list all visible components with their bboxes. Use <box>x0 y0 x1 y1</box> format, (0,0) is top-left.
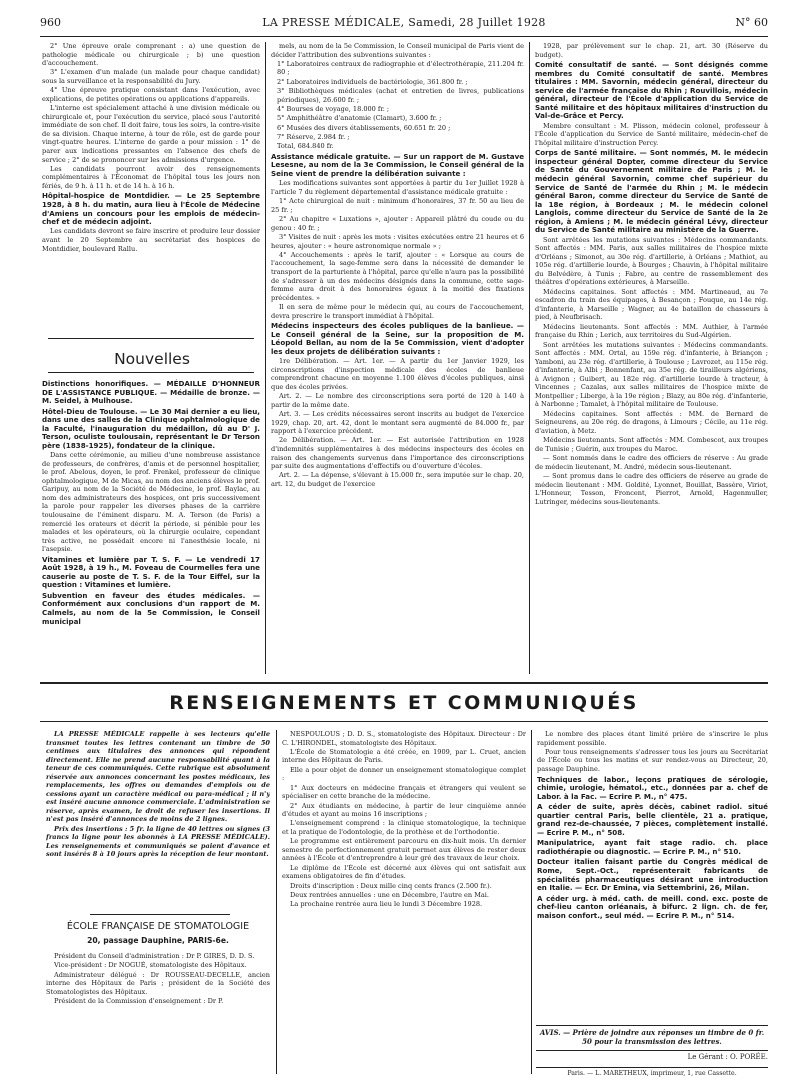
issue-number: N° 60 <box>735 16 768 29</box>
paragraph: Président du Conseil d'administration : Dr P. GIRES, D. D. S. <box>54 952 255 960</box>
column-divider-1 <box>265 42 266 674</box>
paragraph: 5° Amphithéâtre d'anatomie (Clamart), 3.600 fr. ; <box>277 114 442 123</box>
paragraph: Médecins inspecteurs des écoles publiques de la banlieue. — Le Conseil général de la Seine, sur la proposition de M. Léopold Bellan, au nom de la 5e Commission, vient d'adopter les deux projets de délibération suivants : <box>271 321 524 356</box>
running-title: LA PRESSE MÉDICALE, Samedi, 28 Juillet 1928 <box>262 16 546 29</box>
paragraph: Techniques de labor., leçons pratiques de sérologie, chimie, urologie, hématol., etc., données par a. chef de Labor. à la Fac. — Ecrire P. M., n° 475. <box>537 774 768 801</box>
bottom-column-3 <box>537 730 768 1020</box>
paragraph: L'École de Stomatologie a été créée, en 1909, par L. Cruet, ancien interne des Hôpitaux de Paris. <box>282 747 526 765</box>
paragraph: Art. 2. — Le nombre des circonscriptions sera porté de 120 à 140 à partir de la même date. <box>271 392 524 409</box>
paragraph: 2° Une épreuve orale comprenant : a) une question de pathologie médicale ou chirurgicale ; b) une question d'accouchement. <box>42 42 260 68</box>
avis-notice: AVIS. — Prière de joindre aux réponses un timbre de 0 fr. 50 pour la transmission des lettres. <box>536 1025 768 1051</box>
renseignements-heading: RENSEIGNEMENTS ET COMMUNIQUÉS <box>169 692 639 714</box>
paragraph: 1° Aux docteurs en médecine français et étrangers qui veulent se spécialiser en cette branche de la médecine. <box>282 783 526 801</box>
paragraph: 4° Une épreuve pratique consistant dans l'exécution, avec explications, de petites opérations ou applications d'appareils. <box>42 86 260 103</box>
paragraph: Prix des insertions : 5 fr. la ligne de 40 lettres ou signes (3 francs la ligne pour les abonnés à LA PRESSE MÉDICALE). Les renseignements et communiqués se paient d'avance et sont insérés 8 à 10 jours après la réception de leur montant. <box>46 824 270 859</box>
top-column-1-news <box>42 378 260 674</box>
school-name: ÉCOLE FRANÇAISE DE STOMATOLOGIE <box>66 921 250 932</box>
paragraph: Droits d'inscription : Deux mille cinq cents francs (2.500 fr.). <box>290 881 492 890</box>
paragraph: Les modifications suivantes sont apportées à partir du 1er Juillet 1928 à l'article 7 du règlement départemental d'assistance médicale gratuite : <box>271 179 524 196</box>
paragraph: Docteur italien faisant partie du Congrès médical de Rome, Sept.-Oct., représenterait fabricants de spécialités pharmaceutiques désirant une introduction en Italie. — Ecr. Dr Emina, via Settembrini, 26, Milan. <box>537 857 768 893</box>
paragraph: Médecins lieutenants. Sont affectés : MM. Authier, à l'armée française du Rhin ; Lerich, aux territoires du Sud-Algérien. <box>535 322 768 340</box>
paragraph: 1re Délibération. — Art. 1er. — A partir du 1er Janvier 1929, les circonscriptions d'inspection médicale des écoles de banlieue comprendront chacune en moyenne 1.100 élèves d'écoles publiques, ainsi que des écoles privées. <box>271 357 524 391</box>
paragraph: Art. 3. — Les crédits nécessaires seront inscrits au budget de l'exercice 1929, chap. 20, art. 42, dont le montant sera augmenté de 84.000 fr., par rapport à l'exercice précédent. <box>271 409 524 436</box>
column-divider-2 <box>529 42 530 674</box>
top-column-1 <box>42 42 260 328</box>
paragraph: Hôpital-hospice de Montdidier. — Le 25 Septembre 1928, à 8 h. du matin, aura lieu à l'École de Médecine d'Amiens un concours pour les emplois de médecin-chef et de médecin adjoint. <box>42 191 260 227</box>
nouvelles-rule-bottom <box>48 372 254 373</box>
paragraph: Médecins capitaines. Sont affectés : MM. Martineaud, au 7e escadron du train des équipages, à Besançon ; Fouque, au 14e rég. d'infanterie, à Marseille ; Wagner, au 4e bataillon de chasseurs à pied, à Neufbrisach. <box>535 287 768 322</box>
paragraph: Administrateur délégué : Dr ROUSSEAU-DECELLE, ancien interne des Hôpitaux de Paris ; président de la Société des Stomatologistes des Hôpitaux. <box>46 970 270 996</box>
nouvelles-rule-top <box>48 338 254 339</box>
paragraph: 2° Aux étudiants en médecine, à partir de leur cinquième année d'études et ayant au moins 16 inscriptions ; <box>282 801 526 819</box>
top-column-3 <box>535 42 768 674</box>
paragraph: Le diplôme de l'École est décerné aux élèves qui ont satisfait aux examens obligatoires de fin d'études. <box>282 863 526 881</box>
paragraph: 3° Visites de nuit : après les mots : visites exécutées entre 21 heures et 6 heures, ajouter : « heure astronomique normale » ; <box>271 233 524 250</box>
paragraph: 4° Accouchements : après le tarif, ajouter : « Lorsque au cours de l'accouchement, la sage-femme sera dans la nécessité de demander le transport de la parturiente à l'hôpital, parce qu'elle n'aura pas la possibilité de s'adresser à un des médecins désignés dans la commune, cette sage-femme aura droit à des honoraires égaux à la moitié des fixations précédentes. » <box>271 250 524 302</box>
paragraph: 1° Acte chirurgical de nuit : minimum d'honoraires, 37 fr. 50 au lieu de 25 fr. ; <box>271 197 524 214</box>
paragraph: — Sont promus dans le cadre des officiers de réserve au grade de médecin lieutenant : MM. Goldité, Lyonnet, Bouillat, Bassère, Viriot, L'Honneur, Tesson, Froncent, Pierrot, Arnold, Hagenmuller, Lutringer, médecins sous-lieutenants. <box>535 471 768 506</box>
section-rule-top <box>40 682 768 684</box>
paragraph: 7° Réserve, 2.984 fr. ; <box>277 133 350 142</box>
paragraph: A céder urg. à méd. cath. de meill. cond. exc. poste de chef-lieu canton orléanais, à bifurc. 2 lign. ch. de fer, maison confort., seul méd. — Ecrire P. M., n° 514. <box>537 893 768 920</box>
paragraph: 2° Au chapitre « Luxations », ajouter : Appareil plâtré du coude ou du genou : 40 fr. ; <box>271 215 524 232</box>
paragraph: Art. 2. — La dépense, s'élevant à 15.000 fr., sera imputée sur le chap. 20, art. 12, du budget de l'exercice <box>271 471 524 488</box>
paragraph: Dans cette cérémonie, au milieu d'une nombreuse assistance de professeurs, de confrères, d'amis et de personnel hospitalier, le prof. Abelous, doyen, le prof. Frenkel, professeur de clinique ophtalmologique, M de Micas, au nom des anciens élèves le prof. Garipuy, au nom de la Société de Médecine, le prof. Baylac, au nom des administrateurs des hospices, ont pris successivement la parole pour rappeler les diverses phases de la carrière toulousaine de l'éminent disparu. M. A. Terson (de Paris) a remercié les orateurs et décrit la période, si pénible pour les malades et les opérateurs, où la chirurgie oculaire, cependant très active, ne possédait encore ni l'anesthésie locale, ni l'asepsie. <box>42 451 260 554</box>
paragraph: Médecins capitaines. Sont affectés : MM. de Bernard de Seigneurens, au 20e rég. de dragons, à Limours ; Cécile, au 11e rég. d'aviation, à Metz. <box>535 409 768 435</box>
paragraph: Elle a pour objet de donner un enseignement stomatologique complet : <box>282 765 526 783</box>
bottom-column-1 <box>46 730 270 906</box>
paragraph: Membre consultant : M. Plisson, médecin colonel, professeur à l'École d'application du Service de Santé militaire, médecin-chef de l'hôpital militaire d'instruction Percy. <box>535 121 768 147</box>
nouvelles-heading: Nouvelles <box>114 350 190 368</box>
section-rule-bottom <box>40 721 768 722</box>
paragraph: 2e Délibération. — Art. 1er. — Est autorisée l'attribution en 1928 d'indemnités supplémentaires à des médecins inspecteurs des écoles en raison des changements survenus dans l'importance des circonscriptions par suite des augmentations d'effectifs ou d'ouverture d'écoles. <box>271 436 524 471</box>
paragraph: A céder de suite, après décès, cabinet radiol. situé quartier central Paris, belle clientèle, 21 a. pratique, grand rez-de-chaussée, 7 pièces, complètement installé. — Ecrire P. M., n° 508. <box>537 802 768 837</box>
school-rule <box>90 914 230 915</box>
paragraph: Subvention en faveur des études médicales. — Conformément aux conclusions d'un rapport de M. Calmels, au nom de la 5e Commission, le Conseil municipal <box>42 590 260 626</box>
printer-line: Paris. — L. MARETHEUX, imprimeur, 1, rue Cassette. <box>536 1067 768 1077</box>
paragraph: 4° Bourses de voyage, 18.000 fr. ; <box>277 105 390 114</box>
paragraph: — Sont nommés dans le cadre des officiers de réserve : Au grade de médecin lieutenant, M. André, médecin sous-lieutenant. <box>535 454 768 471</box>
paragraph: Manipulatrice, ayant fait stage radio. ch. place radiothérapie ou diagnostic. — Ecrire P. M., n° 510. <box>537 838 768 856</box>
paragraph: Assistance médicale gratuite. — Sur un rapport de M. Gustave Lesesne, au nom de la 3e Commission, le Conseil général de la Seine vient de prendre la délibération suivante : <box>271 151 524 179</box>
paragraph: Sont arrêtées les mutations suivantes : Médecins commandants. Sont affectés : MM. Paris, aux salles militaires de l'hospice mixte d'Orléans ; Simonot, au 30e rég. d'artillerie, à Orléans ; Mathiot, au 105e rég. d'artillerie lourde, à Bourges ; Chauvin, à l'hôpital militaire du Belvédère, à Tunis ; Fabre, au centre de rassemblement des théâtres d'opérations extérieures, à Marseille. <box>535 235 768 287</box>
paragraph: Le nombre des places étant limité prière de s'inscrire le plus rapidement possible. <box>537 730 768 747</box>
school-address: 20, passage Dauphine, PARIS-6e. <box>87 936 229 945</box>
paragraph: Distinctions honorifiques. — MÉDAILLE D'HONNEUR DE L'ASSISTANCE PUBLIQUE. — Médaille de bronze. — M. Seidel, à Mulhouse. <box>42 379 260 406</box>
paragraph: 1° Laboratoires centraux de radiographie et d'électrothérapie, 211.204 fr. 80 ; <box>277 59 524 77</box>
paragraph: 1928, par prélèvement sur le chap. 21, art. 30 (Réserve du budget). <box>535 42 768 59</box>
bottom-column-2 <box>282 730 526 1074</box>
column-divider-4 <box>531 730 532 1074</box>
top-column-2 <box>271 42 524 674</box>
page-number: 960 <box>40 16 61 29</box>
paragraph: Le programme est entièrement parcouru en dix-huit mois. Un dernier semestre de perfectionnement gratuit permet aux élèves de rester deux années à l'École et d'entreprendre à leur gré des travaux de leur choix. <box>282 837 526 863</box>
paragraph: Pour tous renseignements s'adresser tous les jours au Secrétariat de l'École ou tous les matins et sur rendez-vous au Directeur, 20, passage Dauphine. <box>537 747 768 773</box>
paragraph: Vitamines et lumière par T. S. F. — Le vendredi 17 Août 1928, à 19 h., M. Foveau de Courmelles fera une causerie au poste de T. S. F. de la Tour Eiffel, sur la question : Vitamines et lumière. <box>42 554 260 590</box>
bottom-column-1-school <box>46 952 270 1074</box>
column-divider-3 <box>276 730 277 1074</box>
paragraph: Vice-président : Dr NOGUÉ, stomatologiste des Hôpitaux. <box>54 961 247 970</box>
paragraph: L'interne est spécialement attaché à une division médicale ou chirurgicale et, pour l'exécution du service, placé sous l'autorité immédiate de son chef. Il doit faire, tous les soirs, la contre-visite de sa division. Chaque interne, à tour de rôle, est de garde pour vingt-quatre heures. L'interne de garde a pour mission : 1° de parer aux indications pressantes en l'absence des chefs de service ; 2° de se prononcer sur les admissions d'urgence. <box>42 104 260 164</box>
paragraph: Président de la Commission d'enseignement : Dr P. <box>54 997 224 1006</box>
paragraph: Hôtel-Dieu de Toulouse. — Le 30 Mai dernier a eu lieu, dans une des salles de la Clinique ophtalmologique de la Faculté, l'inauguration du médaillon, dû au D' J. Terson, oculiste toulousain, représentant le Dr Terson père (1838-1925), fondateur de la clinique. <box>42 406 260 450</box>
paragraph: LA PRESSE MÉDICALE rappelle à ses lecteurs qu'elle transmet toutes les lettres contenant un timbre de 50 centimes aux titulaires des annonces qui répondent directement. Elle ne prend aucune responsabilité quant à la teneur de ces communiqués. Cette rubrique est absolument réservée aux annonces concernant les postes médicaux, les remplacements, les offres ou demandes d'emplois ou de cessions ayant un caractère médical ou para-médical ; il n'y est inséré aucune annonce commerciale. L'administration se réserve, après examen, le droit de refuser les insertions. Il n'est pas inséré d'annonces de moins de 2 lignes. <box>46 730 270 824</box>
paragraph: Il en sera de même pour le médecin qui, au cours de l'accouchement, devra prescrire le transport immédiat à l'hôpital. <box>271 303 524 320</box>
paragraph: La prochaine rentrée aura lieu le lundi 3 Décembre 1928. <box>290 900 483 909</box>
paragraph: Total, 684.840 fr. <box>277 142 334 151</box>
paragraph: Comité consultatif de santé. — Sont désignés comme membres du Comité consultatif de santé. Membres titulaires : MM. Savornin, médecin général, directeur du service de l'armée française du Rhin ; Rouvillois, médecin général, directeur de l'École d'application du Service de Santé militaire et des hôpitaux militaires d'instruction du Val-de-Grâce et Percy. <box>535 60 768 121</box>
paragraph: 6° Musées des divers établissements, 60.651 fr. 20 ; <box>277 123 451 132</box>
paragraph: 2° Laboratoires individuels de bactériologie, 361.800 fr. ; <box>277 77 468 86</box>
paragraph: mels, au nom de la 5e Commission, le Conseil municipal de Paris vient de décider l'attribution des subventions suivantes : <box>271 42 524 59</box>
paragraph: Les candidats pourront avoir des renseignements complémentaires à l'Économat de l'hôpital tous les jours non fériés, de 9 h. à 11 h. et de 14 h. à 16 h. <box>42 164 260 190</box>
paragraph: Les candidats devront se faire inscrire et produire leur dossier avant le 20 Septembre au secrétariat des hospices de Montdidier, boulevard Rallu. <box>42 227 260 253</box>
paragraph: NESPOULOUS ; D. D. S., stomatologiste des Hôpitaux. Directeur : Dr C. L'HIRONDEL, stomatologiste des Hôpitaux. <box>282 730 526 747</box>
page-header <box>40 14 768 37</box>
paragraph: Corps de Santé militaire. — Sont nommés, M. le médecin inspecteur général Dopter, comme directeur du Service de Santé du Gouvernement militaire de Paris ; M. le médecin général Savornin, comme chef supérieur du Service de Santé de l'armée du Rhin ; M. le médecin général Baron, comme directeur du Service de Santé de la 18e région, à Bordeaux ; M. le médecin colonel Langlois, comme directeur du Service de Santé de la 2e région, à Amiens ; M. le médecin général Lévy, directeur du Service de Santé militaire au ministère de la Guerre. <box>535 148 768 235</box>
paragraph: L'enseignement comprend : la clinique stomatologique, la technique et la pratique de l'odontologie, de la prothèse et de l'orthodontie. <box>282 819 526 836</box>
paragraph: Médecins lieutenants. Sont affectés : MM. Combescot, aux troupes de Tunisie ; Guérin, aux troupes du Maroc. <box>535 436 768 453</box>
paragraph: 3° Bibliothèques médicales (achat et entretien de livres, publications périodiques), 26.600 fr. ; <box>277 87 524 104</box>
gerant-line: Le Gérant : O. PORÉE. <box>687 1053 768 1061</box>
paragraph: Sont arrêtées les mutations suivantes : Médecins commandants. Sont affectés : MM. Ortal, au 159e rég. d'infanterie, à Briançon ; Yamboni, au 23e rég. d'artillerie, à Toulouse ; Lavrozet, au 115e rég. d'infanterie, à Albi ; Bonnenfant, au 35e rég. de tirailleurs algériens, à Avignon ; Guibert, au 182e rég. d'artillerie lourde à tracteur, à Vincennes ; Cazalas, aux salles militaires de l'hospice mixte de Montpellier ; Liberge, à la 19e région ; Blazy, au 80e rég. d'infanterie, à Narbonne ; Tamalet, à l'hôpital militaire de Toulouse. <box>535 340 768 409</box>
paragraph: Deux rentrées annuelles : une en Décembre, l'autre en Mai. <box>290 891 489 900</box>
paragraph: 3° L'examen d'un malade (un malade pour chaque candidat) sous la surveillance et la responsabilité du Jury. <box>42 68 260 85</box>
